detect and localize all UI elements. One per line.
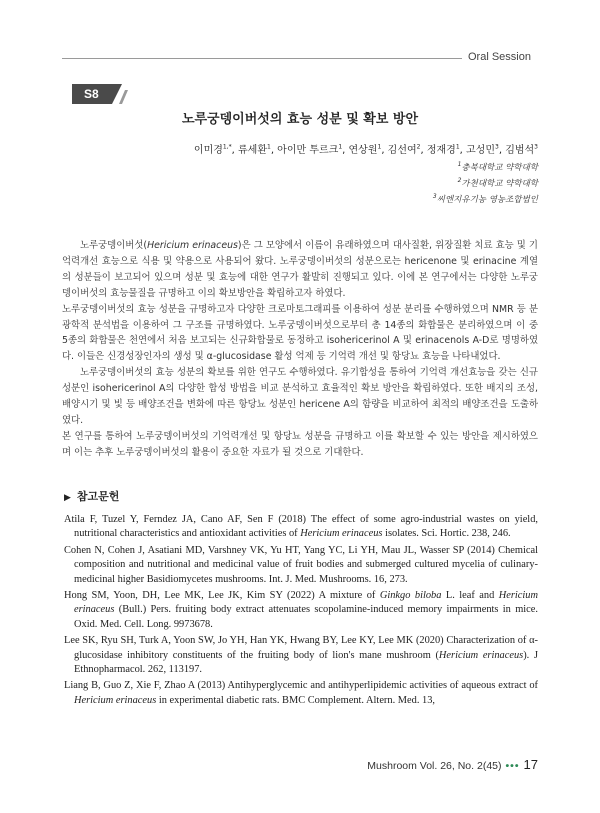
author-list: 이미경$^{1,*}$, 류세환$^1$, 아이만 투르크$^1$, 연상원$^1$, 김선여$^2$, 정재경$^1$, 고성민$^3$, 김범석$^3$ (193, 143, 538, 156)
reference-text: in experimental diabetic rats. BMC Complement. Altern. Med. 13, (156, 694, 436, 706)
species-name: Hericium erinaceus (300, 528, 383, 540)
page-number: 17 (523, 757, 538, 772)
author: 김범석 (505, 145, 535, 156)
reference-text: Cohen N, Cohen J, Asatiani MD, Varshney VK, Yu HT, Yang YC, Li YH, Mau JL, Wasser SP (2014) Chemical composition and nutritional and medicinal value of fruit bodies and submerged cultured mycelia of culinary-medicinal higher Basidiomycetes mushrooms. Int. J. Med. Mushrooms. 16, 273. (64, 544, 538, 585)
abstract-text: 노루궁뎅이버섯( (80, 240, 148, 251)
species-name: Hericium erinaceus (74, 590, 538, 616)
triangle-bullet-icon: ▶ (64, 493, 71, 503)
author-sup: 2 (416, 143, 421, 151)
badge-label: S8 (84, 87, 99, 101)
species-name: Hericium erinaceus (74, 694, 157, 706)
author-sup: 3 (495, 143, 499, 151)
author-sup: 1 (338, 143, 343, 151)
species-name: Hericium erinaceus (438, 649, 524, 661)
abstract-paragraph (62, 238, 538, 302)
author: 이미경 (193, 145, 223, 156)
badge-shape (72, 84, 128, 104)
species-name: Hericium erinaceus (147, 240, 238, 251)
author: 고성민 (466, 145, 495, 156)
author: 연상원 (348, 145, 378, 156)
affiliation (458, 177, 538, 189)
reference-text: isolates. Sci. Hortic. 238, 246. (382, 528, 511, 540)
reference-text: Lee SK, Ryu SH, Turk A, Yoon SW, Jo YH, Han YK, Hwang BY, Lee KY, Lee MK (2020) Characterization of α-glucosidase inhibitory constituents of the fruiting body of lion's mane mushroom ( (64, 635, 538, 661)
affiliation-name: 충북대학교 약학대학 (461, 163, 538, 173)
reference-text: L. leaf and (441, 590, 499, 602)
paper-title: 노루궁뎅이버섯의 효능 성분 및 확보 방안 (181, 112, 419, 127)
species-name: Ginkgo biloba (379, 590, 442, 602)
abstract-text: 노루궁뎅이버섯의 효능 성분의 확보를 위한 연구도 수행하였다. 유기합성을 통하여 기억력 개선효능을 갖는 신규성분인 isohericerinol A의 다양한 합성 방법을 비교 분석하고 효율적인 확보 방안을 확립하였다. 또한 배지의 조성, 배양시기 및 빛 등 배양조건을 변화에 따른 항당뇨 성분인 hericene A의 함량을 비교하여 최적의 배양조건을 도출하였다. (62, 367, 538, 426)
abstract-text: 노루궁뎅이버섯의 효능 성분을 규명하고자 다양한 크로마토그래피를 이용하여 성분 분리를 수행하였으며 NMR 등 분광학적 분석법을 이용하여 그 구조를 규명하였다. 노루궁뎅이버섯으로부터 총 14종의 화합물은 분리하였으며 이 중 5종의 화합물은 천연에서 처음 보고되는 신규화합물로 동정하고 isohericerinol A 및 erinacenols A-D로 명명하였다. 이들은 신경성장인자의 생성 및 α-glucosidase 활성 억제 등 기억력 개선 및 항당뇨 효능을 나타내었다. (62, 303, 538, 363)
affiliation-name: 씨엔지유기농 영농조합법인 (436, 195, 538, 205)
affiliation (458, 161, 538, 173)
reference-text: (Bull.) Pers. fruiting body extract attenuates scopolamine-induced memory impairments in mice. Oxid. Med. Cell. Long. 9973678. (74, 604, 538, 630)
affiliation-sup: 3 (432, 193, 437, 201)
author: 류세환 (238, 145, 267, 156)
abstract-paragraph (62, 302, 538, 366)
reference-item (64, 634, 538, 677)
reference-list (64, 513, 538, 710)
abstract (62, 238, 538, 461)
page-footer (367, 757, 538, 772)
reference-text: Atila F, Tuzel Y, Ferndez JA, Cano AF, Sen F (2018) The effect of some agro-industrial wastes on yield, nutritional characteristics and antioxidant activities of (64, 514, 538, 540)
affiliation-sup: 2 (457, 177, 462, 185)
abstract-text: 본 연구를 통하여 노루궁뎅이버섯의 기억력개선 및 항당뇨 성분을 규명하고 이를 확보할 수 있는 방안을 제시하였으며 이는 추후 노루궁뎅이버섯의 활용이 중요한 자료가 될 것으로 기대한다. (62, 430, 538, 458)
header-rule (62, 58, 462, 59)
reference-item (64, 679, 538, 708)
affiliation-sup: 1 (457, 161, 462, 169)
reference-text: ). J Ethnopharmacol. 262, 113197. (74, 649, 538, 676)
author-sup: 3 (534, 143, 538, 151)
references-heading-text: 참고문헌 (76, 490, 120, 503)
reference-text: Hong SM, Yoon, DH, Lee MK, Lee JK, Kim SY (2022) A mixture of (64, 590, 380, 602)
session-badge (72, 84, 128, 104)
abstract-paragraph (62, 429, 538, 461)
affiliation-name: 가천대학교 약학대학 (461, 179, 538, 189)
author: 김선여 (387, 145, 417, 156)
author: 정재경 (426, 145, 456, 156)
reference-item (64, 589, 538, 632)
author-sup: 1 (266, 143, 271, 151)
reference-item (64, 513, 538, 542)
reference-item (64, 544, 538, 587)
reference-text: Liang B, Guo Z, Xie F, Zhao A (2013) Antihyperglycemic and antihyperlipidemic activities of aqueous extract of (64, 680, 538, 692)
references-heading (64, 488, 119, 504)
affiliation (433, 193, 538, 205)
author-sup: 1 (377, 143, 382, 151)
dots-icon: ••• (505, 760, 520, 772)
session-label: Oral Session (468, 51, 531, 63)
abstract-text: )은 그 모양에서 이름이 유래하였으며 대사질환, 위장질환 치료 효능 및 기억력개선 효능으로 식용 및 약용으로 사용되어 왔다. 노루궁뎅이버섯의 성분으로는 hericenone 및 erinacine 계열의 성분들이 보고되어 있으며 성분 및 효능에 대한 연구가 활발히 진행되고 있다. 이에 본 연구에서는 다양한 노루궁뎅이버섯의 효능물질을 규명하고 이의 확보방안을 확립하고자 하였다. (62, 240, 538, 299)
author-sup: 1,* (222, 143, 232, 151)
abstract-paragraph (62, 365, 538, 429)
journal-citation: Mushroom Vol. 26, No. 2(45) (367, 760, 502, 772)
author-sup: 1 (455, 143, 460, 151)
author: 아이만 투르크 (277, 145, 339, 156)
